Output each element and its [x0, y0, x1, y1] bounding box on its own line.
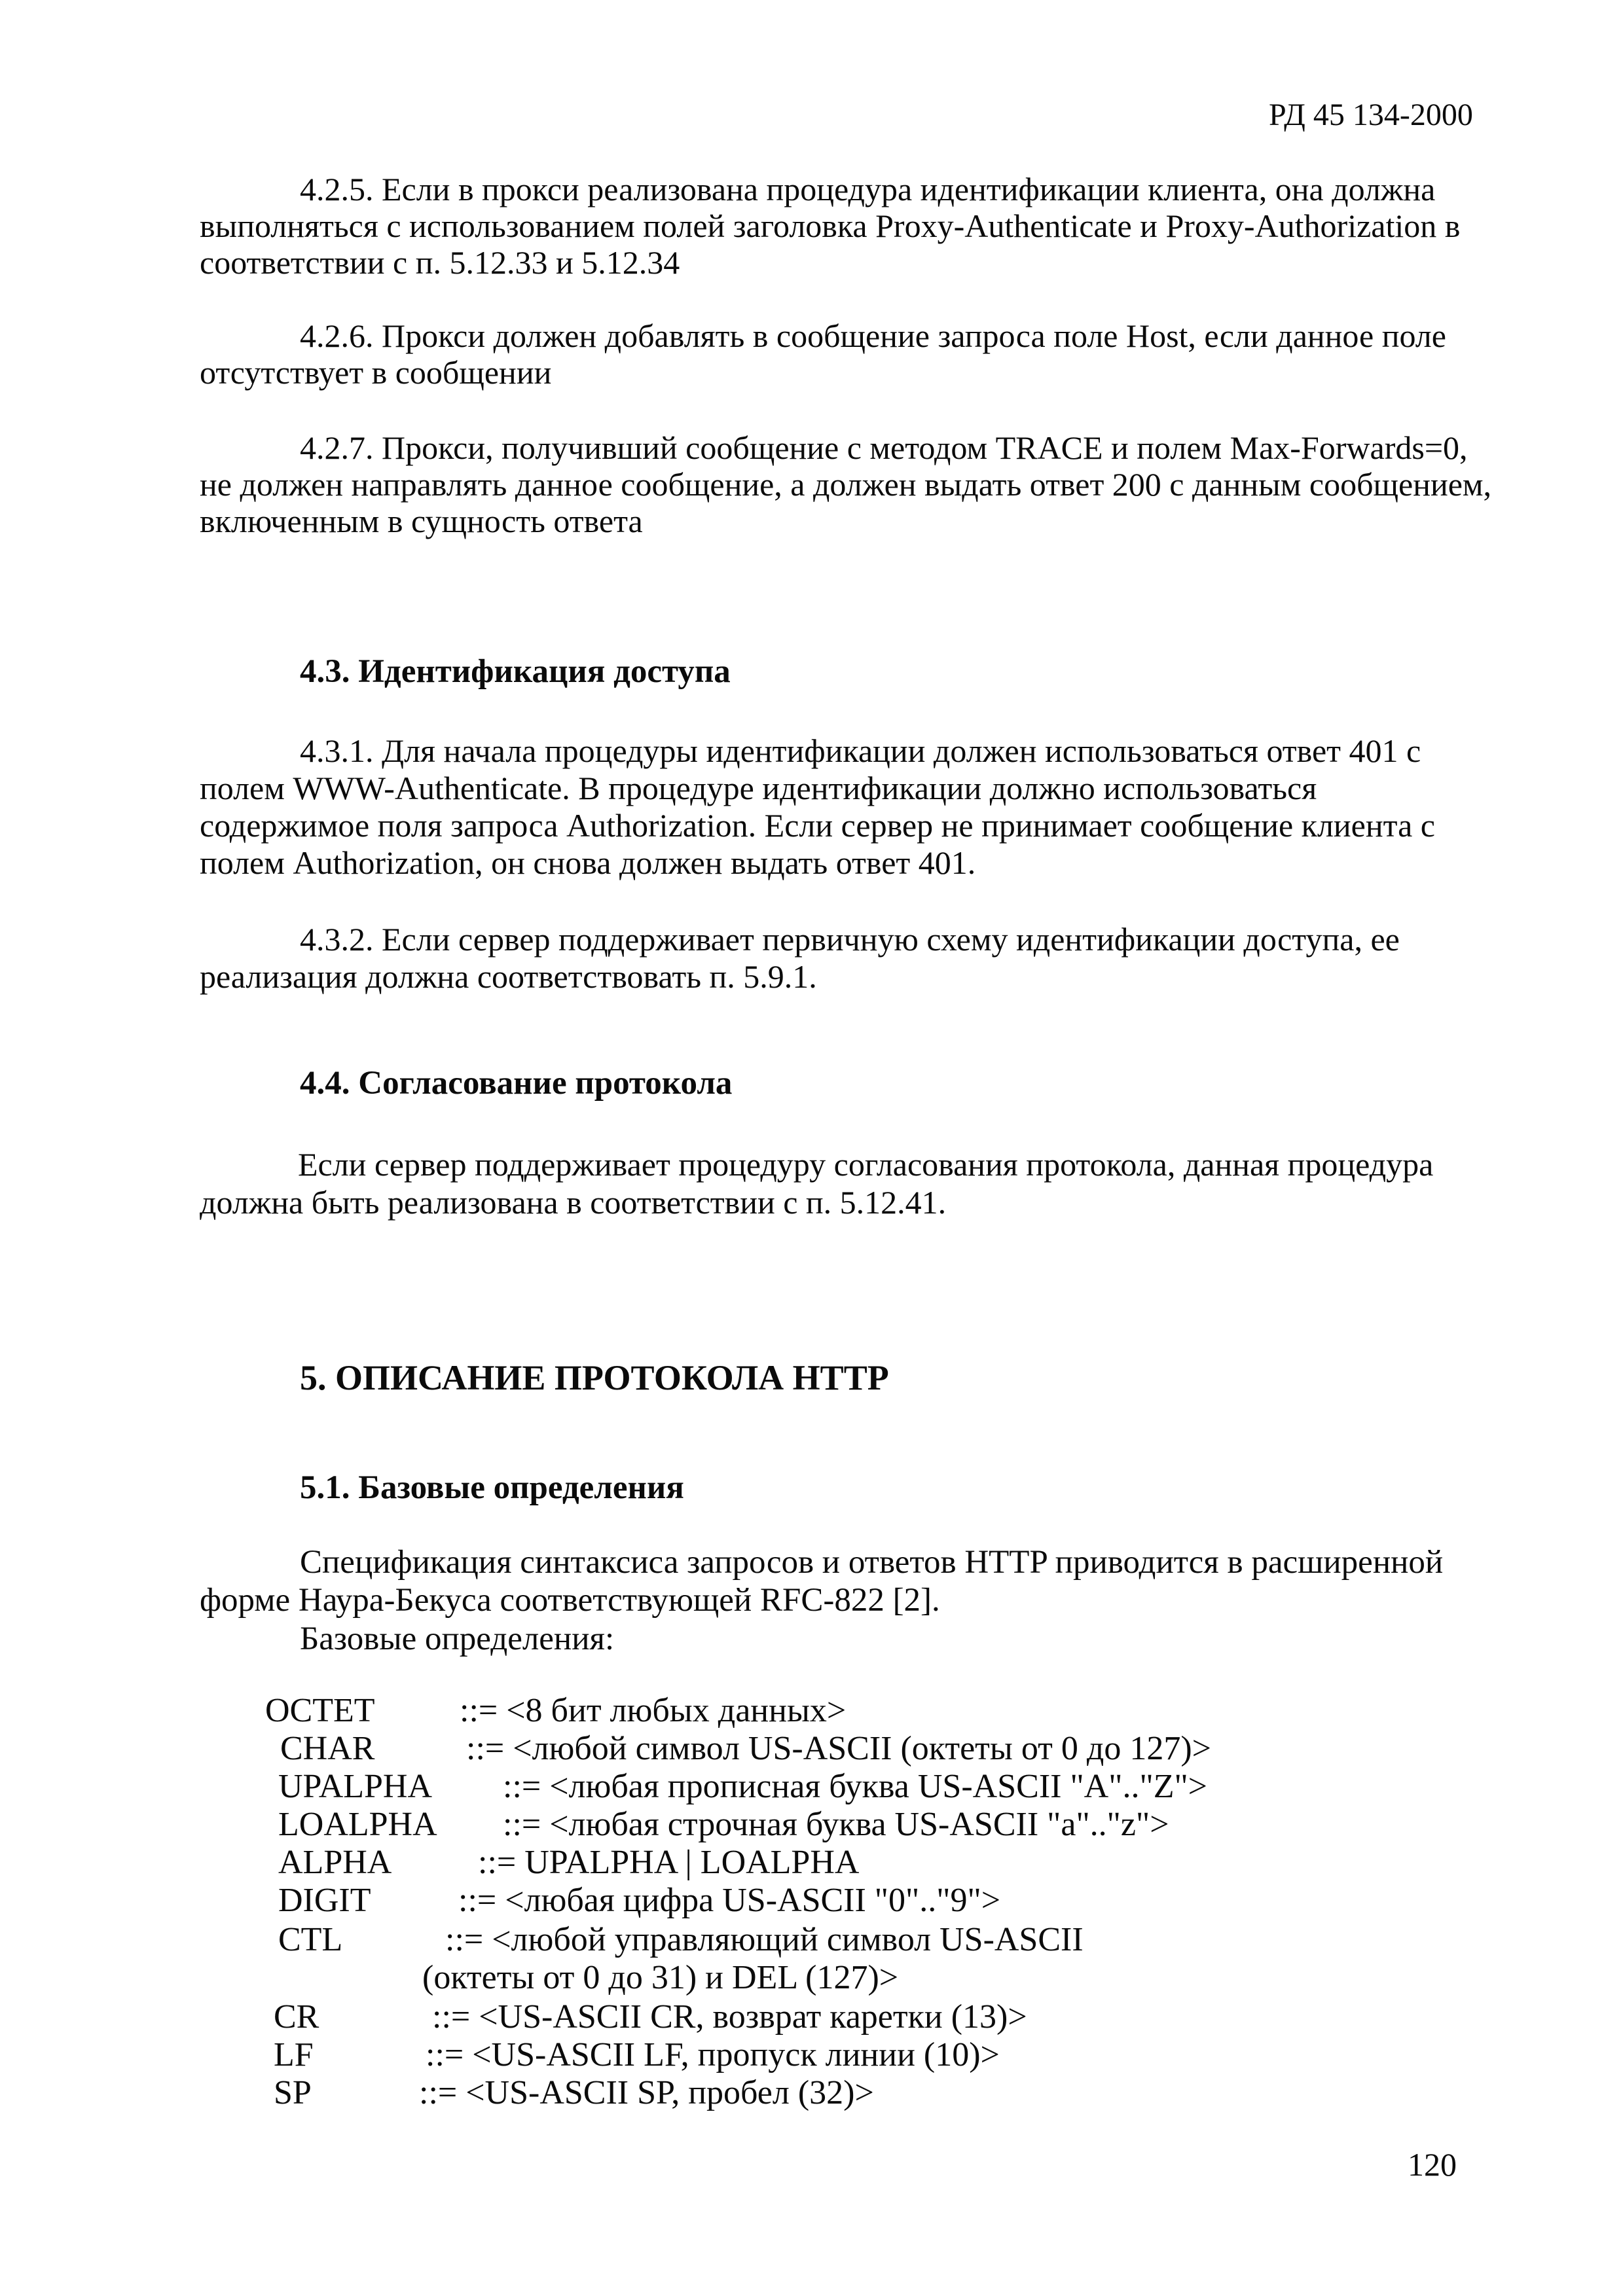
definition-term: LOALPHA	[278, 1806, 437, 1843]
definition-term: CR	[274, 1998, 319, 2036]
definition-value: ::= <любая строчная буква US-ASCII "a".."z">	[503, 1806, 1169, 1843]
paragraph-line: реализация должна соответствовать п. 5.9.1.	[200, 958, 817, 995]
definition-value: ::= <любой управляющий символ US-ASCII	[445, 1921, 1084, 1958]
definition-value: ::= <US-ASCII CR, возврат каретки (13)>	[432, 1998, 1027, 2036]
definition-term: OCTET	[265, 1692, 375, 1729]
definition-value: ::= <любая цифра US-ASCII "0".."9">	[458, 1882, 1001, 1919]
definition-term: CHAR	[280, 1730, 375, 1767]
definition-term: CTL	[278, 1921, 343, 1958]
definition-value-continuation: (октеты от 0 до 31) и DEL (127)>	[422, 1959, 899, 1996]
definition-term: UPALPHA	[278, 1768, 433, 1805]
section-heading-4-4: 4.4. Согласование протокола	[300, 1065, 733, 1102]
paragraph-line: соответствии с п. 5.12.33 и 5.12.34	[200, 244, 680, 281]
paragraph-line: выполняться с использованием полей заголовка Proxy-Authenticate и Proxy-Authorization в	[200, 207, 1461, 244]
paragraph-line: Базовые определения:	[300, 1621, 615, 1657]
paragraph-line: 4.2.5. Если в прокси реализована процедура идентификации клиента, она должна	[300, 171, 1436, 207]
definition-value: ::= <US-ASCII LF, пропуск линии (10)>	[426, 2036, 1000, 2073]
definition-term: SP	[274, 2074, 312, 2111]
paragraph-line: содержимое поля запроса Authorization. Если сервер не принимает сообщение клиента с	[200, 807, 1435, 844]
paragraph-line: Если сервер поддерживает процедуру согласования протокола, данная процедура	[298, 1146, 1434, 1183]
definition-value: ::= <US-ASCII SP, пробел (32)>	[419, 2074, 874, 2111]
paragraph-line: отсутствует в сообщении	[200, 354, 552, 391]
paragraph-line: 4.3.2. Если сервер поддерживает первичную схему идентификации доступа, ее	[300, 921, 1400, 958]
paragraph-line: включенным в сущность ответа	[200, 503, 643, 539]
definition-term: LF	[274, 2036, 314, 2073]
definition-value: ::= <любой символ US-ASCII (октеты от 0 до 127)>	[466, 1730, 1211, 1767]
paragraph-line: 4.2.6. Прокси должен добавлять в сообщение запроса поле Host, если данное поле	[300, 317, 1446, 354]
paragraph-line: форме Наура-Бекуса соответствующей RFC-822 [2].	[200, 1582, 940, 1619]
paragraph-line: должна быть реализована в соответствии с п. 5.12.41.	[200, 1184, 947, 1221]
definition-term: ALPHA	[278, 1844, 392, 1881]
definition-value: ::= <любая прописная буква US-ASCII "A".."Z">	[503, 1768, 1208, 1805]
section-heading-4-3: 4.3. Идентификация доступа	[300, 653, 731, 690]
chapter-heading-5: 5. ОПИСАНИЕ ПРОТОКОЛА HTTP	[300, 1358, 889, 1397]
paragraph-line: полем WWW-Authenticate. В процедуре идентификации должно использоваться	[200, 770, 1317, 806]
definition-term: DIGIT	[278, 1882, 371, 1919]
document-code: РД 45 134-2000	[1269, 98, 1473, 132]
section-heading-5-1: 5.1. Базовые определения	[300, 1469, 684, 1506]
paragraph-line: не должен направлять данное сообщение, а должен выдать ответ 200 с данным сообщением,	[200, 466, 1492, 503]
paragraph-line: 4.3.1. Для начала процедуры идентификации должен использоваться ответ 401 с	[300, 732, 1421, 769]
definition-value: ::= UPALPHA | LOALPHA	[478, 1844, 860, 1881]
page-number: 120	[1408, 2146, 1457, 2183]
paragraph-line: Спецификация синтаксиса запросов и ответов HTTP приводится в расширенной	[300, 1544, 1444, 1581]
paragraph-line: 4.2.7. Прокси, получивший сообщение с методом TRACE и полем Max-Forwards=0,	[300, 429, 1468, 466]
paragraph-line: полем Authorization, он снова должен выдать ответ 401.	[200, 844, 976, 881]
definition-value: ::= <8 бит любых данных>	[460, 1692, 847, 1729]
